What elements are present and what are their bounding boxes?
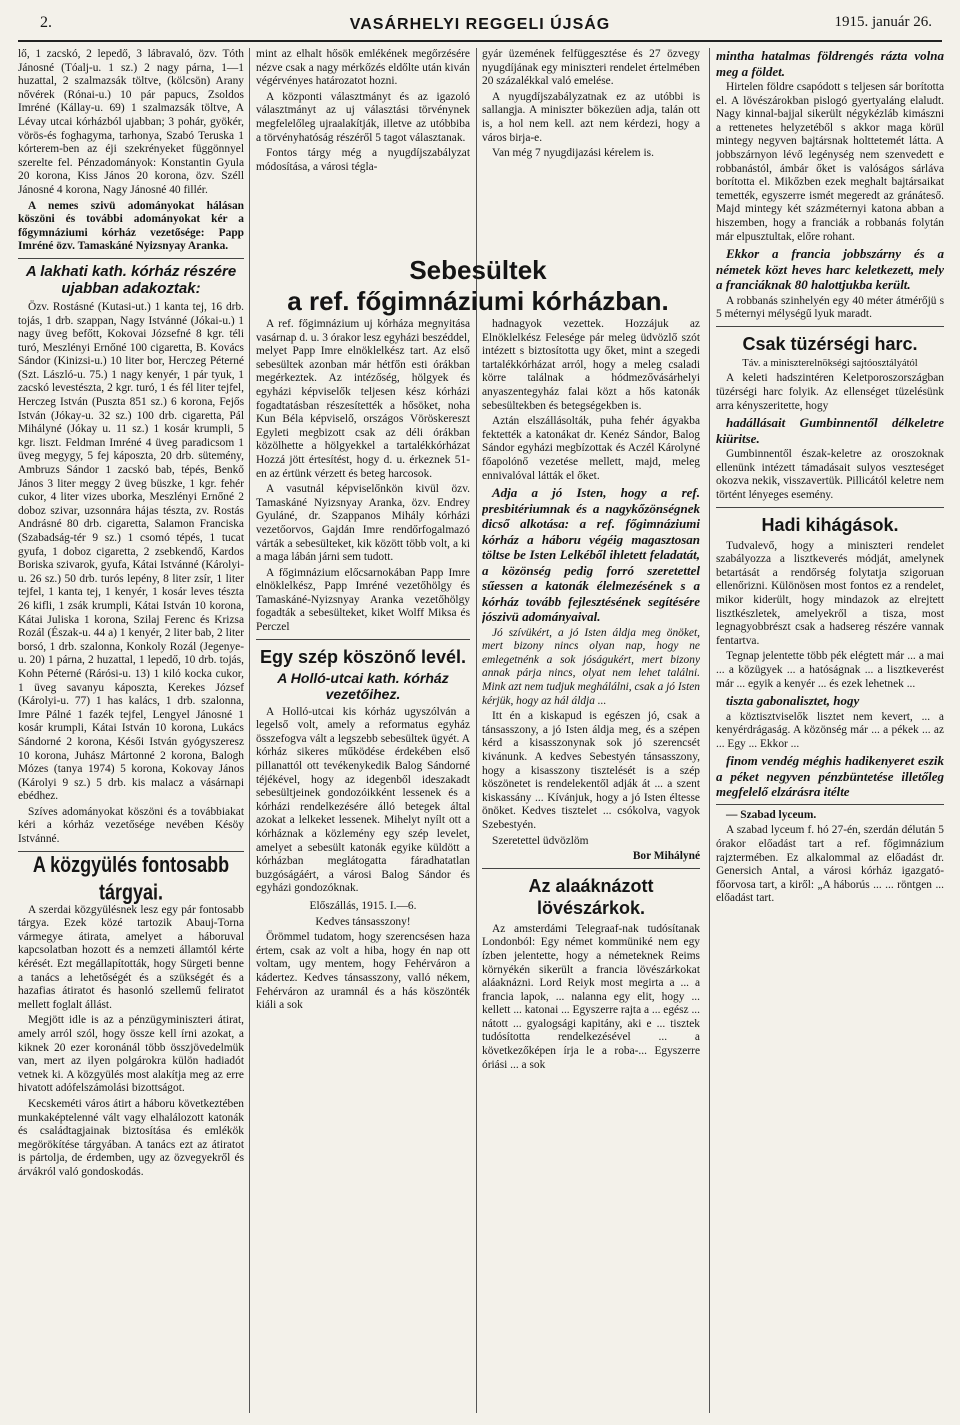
article-text: mint az elhalt hősök emlékének megőrzésére nézve csak a nagy mérkőzés eldőlte után kiván végérvényes határozatot hozni.	[256, 48, 470, 88]
section-subheading: A Holló-utcai kath. kórház vezetőihez.	[277, 669, 449, 702]
article-text: A központi választmányt és az igazoló választmányt az uj választási törvénynek megfelelőleg ujraalakítják, illetve az utóbbiba a törvényhatóság részéről 5 tagot választanak.	[256, 90, 470, 144]
column-2	[256, 318, 470, 1415]
section-heading: Az alaáknázott lövészárkok.	[528, 875, 654, 918]
article-text: A vasutnál képviselőnkön kivül özv. Tamaskáné Nyizsnyay Aranka, özv. Endrey Gyuláné, dr. Szappanos Mihály kórházi vezetőorvos, Gajdán Imre rendőrfogalmazó várták a sebesülteket, kik között több volt, a ki a maga lábán járni sem tudott.	[256, 483, 470, 564]
section-heading: Csak tüzérségi harc.	[742, 333, 918, 354]
headline-line-1: Sebesültek	[409, 255, 547, 285]
column-divider	[709, 48, 710, 1413]
article-text: Van még 7 nyugdijazási kérelem is.	[492, 147, 654, 160]
article-text: A keleti hadszintéren Keletporoszországban tüzérségi harc folyik. Az ellenséget tüzelésünk arra kényszeritette, hogy	[716, 372, 944, 412]
article-text: A nemes szivü adományokat hálásan köszöni és további adományokat kér a főgymnáziumi kórház vezetősége: Papp Imréné özv. Tamaskáné Nyizsnyay Aranka.	[18, 199, 244, 253]
article-text: Megjött idle is az a pénzügyminiszteri átirat, amely arról szól, hogy össze kell írni azokat, a kiknek 20 ezer koronánál több összjövedelmük van, mert az ilyen polgárokra külön hadiadót vetnek ki. A közgyülés most alakítja meg az erre hivatott adófelszámolási bizottságot.	[18, 1014, 244, 1095]
article-text: Hirtelen földre csapódott s teljesen sár borította el. A lövészárokban pislogó gyertyaláng elaludt. Nagy kinnal-bajjal sikerült négykézláb kimászni a rettenetes helyzetéből s akkor maga körül mintegy negyven bajtársnak holttetemét látta. A jobbszárnyon lévő legénység nem szenvedett e robbanástól, ámbár őket is valóságos sárláva borította el. Mikőzben ezek meghalt bajtársaikat temették, egyszerre ismét megeredt az gránáteső. Majd mintegy két százméternyi katona abban a hiszemben, hogy a franciák a robbanás folytán már elpusztultak, előre rohant.	[716, 81, 944, 243]
column-2-top	[256, 48, 470, 248]
emphasized-text: Ekkor a francia jobbszárny és a németek közt heves harc keletkezett, mely a franciáknak 80 halottjukba került.	[716, 246, 944, 293]
emphasized-text: tiszta gabonalisztet, hogy	[726, 693, 860, 709]
divider	[716, 326, 944, 327]
article-text: Az amsterdámi Telegraaf-nak tudósítanak Londonból: Egy német kommüniké nem egy ízben jelentette, hogy a németeknek Reims környékén sikerült a francia lövészárkokat aláaknázni. Lord Reiyk most megirta a ... a francia lapok, ... nalanna egy elit, hogy ... kellett ... katonai ... Egyszerre rajta a ... egész ... nátott ... gyalogsági kapitány, aki e ... tisztek tudósította rendelkezésével ... a következőképen írja le a roba-... Egyszerre óriási ... a sok	[482, 922, 700, 1071]
divider	[482, 868, 700, 869]
dispatch-line: Táv. a miniszterelnökségi sajtóosztályától	[742, 357, 918, 369]
article-text: Aztán elszállásolták, puha fehér ágyakba fektették a katonákat dr. Kenéz Sándor, Balog Sándor egyházi megbízottak és Aczél Károlyné főapolónő vezetése mellett, majd, meleg ennivalóval látták el őket.	[482, 415, 700, 482]
letter-text: Jó szívükért, a jó Isten áldja meg önöket, mert bizony nincs olyan nap, hogy ne emlegetnénk a sok jóságukért, mert bizony annak párja nincs, olyat nem lehet találni. Mink azt nem tudjuk meghálálni, csak a jó Isten kérjük, hogy az hál áldja ...	[482, 626, 700, 707]
article-text: Tudvalevő, hogy a miniszteri rendelet szabályozza a lisztkeverés módját, amelynek betartását a rendőrség folytatja szigoruan ellenőrizni. Különösen most fontos ez a rendelet, mikor kiderült, hogy mindazok az elrejtett lisztkészletek, amelyekről a tisza, most legnagyobbrészt csak a hadsereg részére vannak fentartva.	[716, 539, 944, 647]
article-text: a köztisztviselők lisztet nem kevert, ... a kenyérdrágaság. A közönség már ... a pékek ... az ... Egy ... Ekkor ...	[716, 710, 944, 750]
letter-salutation: Kedves tánsasszony!	[315, 915, 411, 928]
page-header	[18, 0, 942, 42]
column-3-top	[482, 48, 700, 248]
article-text: Tegnap jelentette több pék elégtett már ... a mai ... a közügyek ... a hatóságnak ... a lisztkeverést már ... egyik a kenyér ... és ezek lehetnek ...	[716, 650, 944, 690]
article-text: Gumbinnentől észak-keletre az oroszoknak ellenünk intézett támadásait sulyos veszteséget okozva nekik, visszavertük. Pillicától keletre nem történt lényeges esemény.	[716, 448, 944, 501]
page-number: 2.	[40, 14, 52, 31]
article-text: Itt én a kiskapud is egészen jó, csak a tánsasszony, a jó Isten áldja meg, és a szépen kérd a kisasszonynak sok jó szerencsét kivánunk. A kedves Sebestyén tánsasszony, hogy a kisasszony tisztelését is a szép köszönetet is rendelekentől adják át ... a szent kiskassány ... Kívánjuk, hogy a jó Isten éltesse önöket. Kedves tisztelet ... csókolva, vagyok Szebestyén.	[482, 710, 700, 831]
headline	[258, 255, 698, 317]
article-text: Kecskeméti város átirt a háboru következtében munkaképtelenné vált vagy elhalálozott katonák és családtagjainak biztosítása és emlékök megörökítése tárgyában. A tanács ezt az átiratot is pártolja, de érdemben, ugy az özvegyekről és árvákról való gondoskodás.	[18, 1097, 244, 1178]
article-text: lő, 1 zacskó, 2 lepedő, 3 lábravaló, özv. Tóth Jánosné (Tóalj-u. 1 sz.) 2 nagy párna, 1—1 huzattal, 2 szalmazsák töltve, (kölcsön) Arany nővérek (Rónai-u.) 10 pár papucs, Zsoldos Imréné (Kállay-u. 69) 1 szalmazsák töltve, A Lévay utcai kórházból ujabban; 3 pohár, gyökér, vörös-és foghagyma, tarhonya, Szabó Teruska 1 kórterem-ben az éji szekrényeket függönnyel szerelte fel. Pénzadományok: Konstantin Gyula 20 korona, Kiss János 20 korona, özv. Széll Jánosné 4 korona, Nagy Jánosné 40 fillér.	[18, 48, 244, 196]
column-4	[716, 48, 944, 1415]
emphasized-text: Adja a jó Isten, hogy a ref. presbitériumnak és a nagykőzönségnek dicső alkotása: a ref. főgimnáziumi kórház a háboru végéig magasztosan töltse be Isten Lelkéből ihletett feladatát, a közönség pedig forró szeretettel sűessen a katonák élelmezésének s a kórház tovább fejlesztésének segítésére jószivü adományaival.	[482, 485, 700, 625]
article-text: Örömmel tudatom, hogy szerencsésen haza értem, csak az volt a hiba, hogy én nap ott voltam, ugy mentem, hogy Fehérváron a kádertez. Kedves tánsasszony, valló nékem, Fehérváron az uramnál és a hás köszönték kiáli a sok	[256, 931, 470, 1012]
article-text: A szabad lyceum f. hó 27-én, szerdán délután 5 órakor előadást tart a ref. főgimnázium rajztermében. Ez alkalommal az előadást dr. Genersich Antal, a városi kórház igazgató-főorvosa tart, a kiről: „A háborús ... ... röntgen ... előadást tart.	[716, 824, 944, 905]
column-divider	[249, 48, 250, 1413]
article-text: A főgimnázium előcsarnokában Papp Imre elnöklelkész, Papp Imréné vezetőhölgy és Tamaskáné-Nyizsnyay Aranka vezetőhölgy fogadták a sebesülteket, kiket Wolff Miksa és Perczel	[256, 566, 470, 634]
emphasized-text: hadállásait Gumbinnentől délkeletre kiüritse.	[716, 415, 944, 446]
article-text: Fontos tárgy még a nyugdíjszabályzat módosítása, a városi tégla-	[256, 147, 470, 173]
divider	[18, 258, 244, 259]
issue-date: 1915. január 26.	[834, 14, 932, 30]
article-text: A ref. főgimnázium uj kórháza megnyitása vasárnap d. u. 3 órakor lesz egyházi beszéddel, melyet Papp Imre elnöklelkész tart. Az első sebesültek azonban már hétfőn esti órákban megérkeztek. Az intézőség, hölgyek és egyházi képviselők teljesen kész kórházi fogadtatásban részesítették a hősöket, noha Kun Béla képviselő, országos Vöröskereszt Egyleti megbizott csak az déli órákban közölhette a hölgyekkel a tartalékkórházat Hozzá jött értesítést, hogy d. u. érkeznek 51-en az értünk vérzett és beteg harcosok.	[256, 318, 470, 480]
article-text: Szíves adományokat köszöni és a továbbiakat kéri a kórház vezetősége nevében Késöy Istvánné.	[18, 805, 244, 846]
column-1	[18, 48, 244, 1415]
column-3	[482, 318, 700, 1415]
divider	[716, 804, 944, 805]
emphasized-text: finom vendég méghis hadikenyeret eszik a péket negyven pénzbüntetése illetőleg megfelelő elzárásra itélte	[716, 753, 944, 800]
section-heading: Egy szép köszönő levél.	[259, 646, 467, 667]
article-text: hadnagyok vezettek. Hozzájuk az Elnöklelkész Felesége pár meleg üdvözlő szót intézett s biztosította ugy őket, mint a szegedi tartalékkórházat arról, hogy a meleg csaladi körre találnak a hódmezővásárhelyi anyaszentegyház falai közt a hős katonák sebesültekben és betegségekben is.	[482, 318, 700, 412]
news-item-heading: — Szabad lyceum.	[726, 808, 817, 821]
article-text: A Holló-utcai kis kórház ugyszólván a legelső volt, amely a reformatus egyház összefogva vált a legszebb sebesültek ügyét. A kórház sikeres működése érdekében első pillanattól ott tevékenykedik Balog Sándorné téjékével, hogy az idegenből ideszakadt sebesültjeinek gondozóikként lessenek és a kórházi rendelkezésére álló betegek által azokat a lelkeket lessenek. Mihelyt nyílt ott a kórháznak a közlemény egy szép levelet, amelyet a sebesült katonák egyike küldött a kórházban meglátogatta fáradhatatlan buzgóságáért, a városi Balog Sándor és egyházi gondozóknak.	[256, 705, 470, 895]
article-text: A szerdai közgyülésnek lesz egy pár fontosabb tárgya. Ezek közé tartozik Abauj-Torna vármegye átirata, amelyet a háboruval kapcsolatban hozott és a nemzeti államtól kérte kérését. Ezt megállapították, hogy Sürgeti benne a tanács a lehetőségét és a szükségét és a hazafias átiratot és hasonló szellemű feliratot mellett foglalt állást.	[18, 903, 244, 1011]
section-heading: Hadi kihágások.	[761, 514, 899, 535]
article-text: Szeretettel üdvözlöm	[492, 834, 589, 847]
section-heading: A közgyülés fontosabb tárgyai.	[32, 851, 230, 904]
emphasized-text: mintha hatalmas földrengés rázta volna meg a földet.	[716, 48, 944, 79]
signature: Bor Mihályné	[632, 850, 700, 863]
article-text: Özv. Rostásné (Kutasi-ut.) 1 kanta tej, 16 drb. tojás, 1 drb. szappan, Nagy Istvánné (Jókai-u.) 1 nagy üveg befőtt, Kokovai Józsefné 8 kgr. téli turó, Meszlényi Ernőné 100 cigaretta, B. Kovács Sándor (Kinizsi-u.) 10 liter bor, Herczeg Péterné (Szt. László-u. 75.) 1 nagy kenyér, 1 pár tyuk, 1 zacskó levestészta, 2 kgr. turó, 1 és fél liter tejfel, Herczeg István (Puszta 851 sz.) 6 korona, Fejős István (Jókay-u. 32 sz.) 100 drb. cigaretta, Pál Mihályné (Jókay u. 11 sz.) 1 kosár krumpli, 5 kgr. liszt. Feldman Imréné 4 üveg paradicsom 1 üveg megygy, 5 fej káposzta, 20 drb. sütemény, Ambruzs Sándor 1 zacskó bab, tépés, Benkő János 3 liter meggy 2 üveg büszke, 1 kgr. fehér cukor, 4 liter vizes uborka, Meszlényi Ernőné 2 doboz szivar, uzsonnára hájas tészta, zv. Rostás Andrásné 80 drb. cigaretta, Salamon Franciska (Szabadság-tér 9 sz.) 1 csomó tépés, 1 tucat gyufa, 1 doboz cigaretta, 2 zsebkendő, Kardos Boriska szivarok, gyufa, Kátai Istvánné (Károlyi-u. 26 sz.) 50 drb. turós lepény, 8 liter zsír, 1 liter tejfel, 1 kanta tej, 1 kenyér, 1 kosár leves tészta 26 kifli, 1 zsák krumpli, Kátai István 10 korona, Kátai Juliska 1 korona, Szilaj Ferenc és Krizsa Rozál (Észak-u. 44 a) 1 kenyér, 2 liter bab, 2 liter borsó, 1 drb. szalonna, Konkoly Rozál (Jegenye-u. 20) 1 párna, 2 huzattal, 1 lepedő, 10 drb. tojás, Kohn Péterné (Rárósi-u. 13) 1 kiló kocka cukor, 1 üveg savanyu káposzta, Kerekes József (Károlyi-u. 77) 1 has kalács, 1 drb. szalonna, Imre Pálné 1 fazék tejfel, Lengyel Jánosné 1 kosár krumpli, Kátai István 10 korona, Lukács Sándorné 2 korona, Késői István gyógyszeresz 10 korona, Juhász Mártonné 2 korona, Balogh Mózes (tanya 1974) 5 korona, Kokovay János (Károlyi 9 sz.) 5 drb. kis malacz a vásárnapi ebédhez.	[18, 300, 244, 803]
newspaper-title: VASÁRHELYI REGGELI ÚJSÁG	[349, 16, 611, 33]
article-text: gyár üzemének felfüggesztése és 27 özvegy nyugdíjának egy miniszteri rendelet értelmében 20 százalékkal való emelése.	[482, 48, 700, 88]
letter-dateline: Előszállás, 1915. I.—6.	[309, 899, 417, 912]
divider	[716, 507, 944, 508]
column-divider	[476, 48, 477, 1413]
divider	[256, 639, 470, 640]
section-heading: A lakhati kath. kórház részére ujabban adakoztak:	[25, 262, 237, 297]
headline-line-2: a ref. főgimnáziumi kórházban.	[287, 286, 669, 316]
article-text: A nyugdíjszabályzatnak ez az utóbbi is sallangja. A miniszter bökezüen adja, talán ott is, a hol nem kell. azt nem kérdezi, hogy a város birja-e.	[482, 90, 700, 144]
article-text: A robbanás szinhelyén egy 40 méter átmérőjü s 5 méternyi mélységű lyuk maradt.	[716, 294, 944, 321]
